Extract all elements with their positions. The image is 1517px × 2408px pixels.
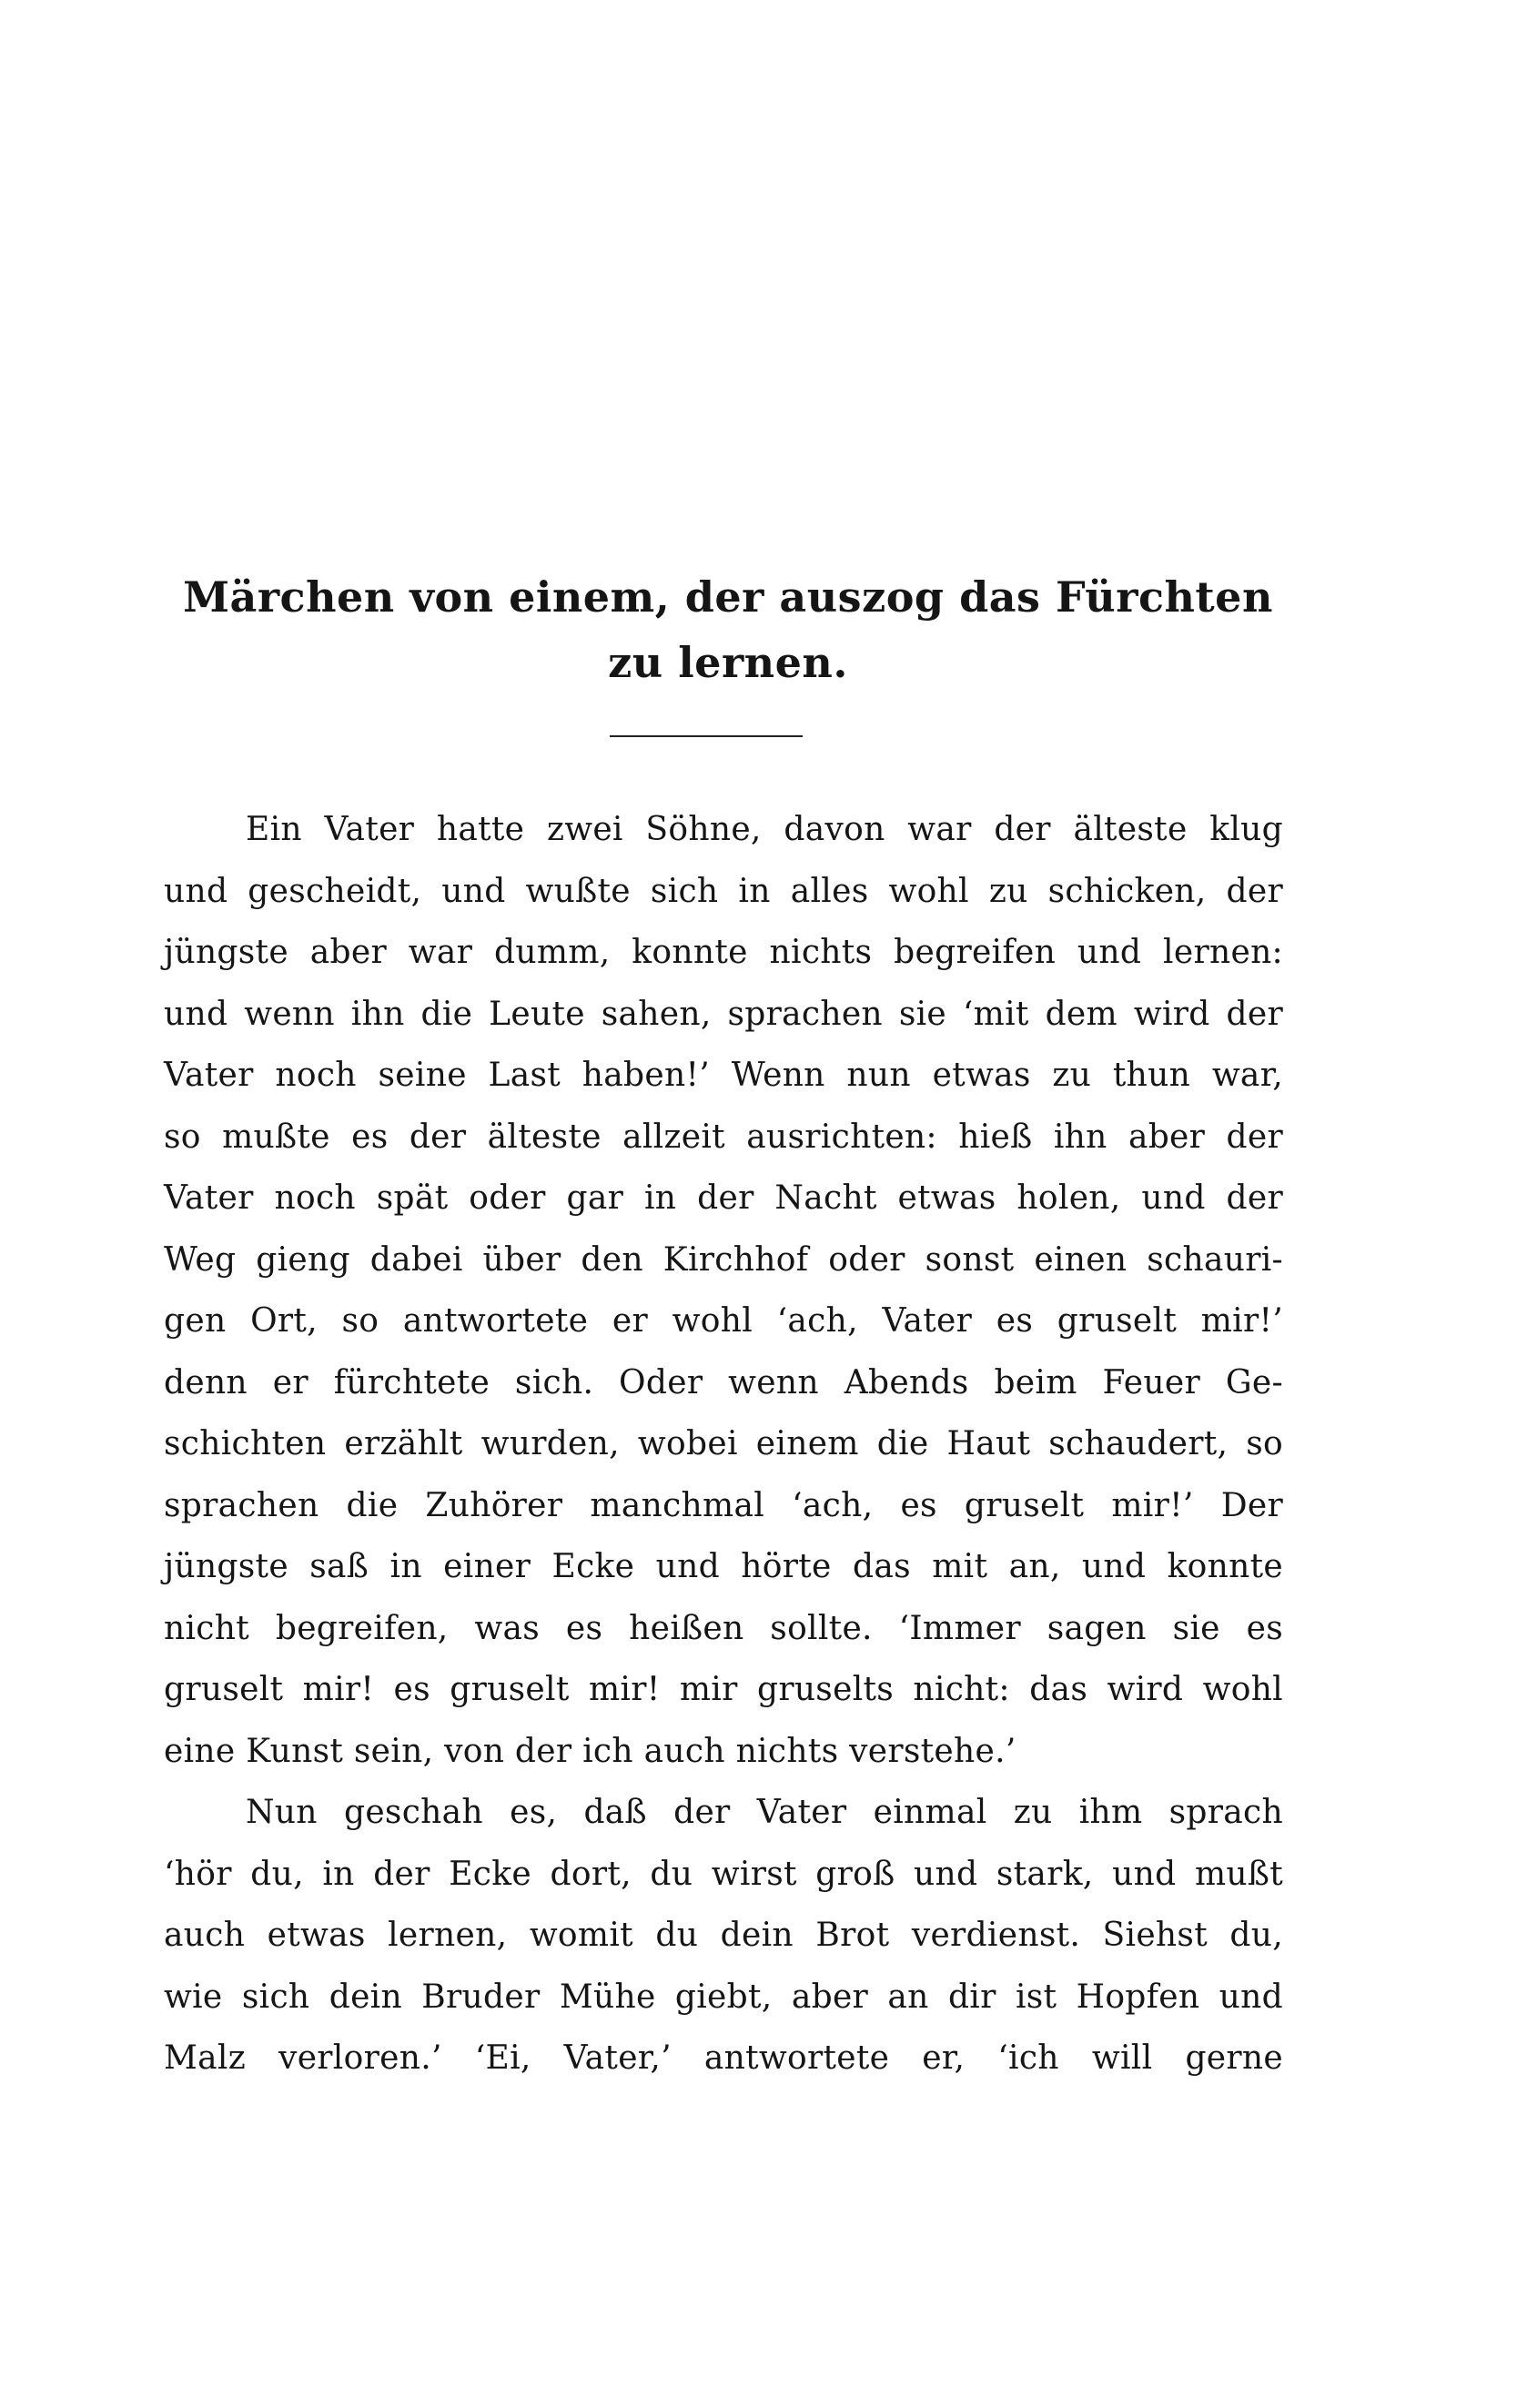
body-text (164, 799, 1283, 2089)
text-line: denn er fürchtete sich. Oder wenn Abends beim Feuer Ge- (164, 1363, 1283, 1401)
text-line: und wenn ihn die Leute sahen, sprachen sie ‘mit dem wird der (164, 995, 1283, 1033)
text-line: sprachen die Zuhörer manchmal ‘ach, es gruselt mir!’ Der (164, 1486, 1283, 1524)
text-line: und gescheidt, und wußte sich in alles wohl zu schicken, der (164, 872, 1283, 910)
page-title (137, 564, 1320, 695)
text-line: jüngste aber war dumm, konnte nichts begreifen und lernen: (164, 934, 1283, 971)
text-line: Malz verloren.’ ‘Ei, Vater,’ antwortete er, ‘ich will gerne (164, 2039, 1283, 2077)
text-line: auch etwas lernen, womit du dein Brot verdienst. Siehst du, (164, 1917, 1283, 1954)
text-line: wie sich dein Bruder Mühe giebt, aber an dir ist Hopfen und (164, 1978, 1283, 2016)
text-line: schichten erzählt wurden, wobei einem die Haut schaudert, so (164, 1425, 1283, 1462)
text-line: gruselt mir! es gruselt mir! mir gruselts nicht: das wird wohl (164, 1671, 1283, 1708)
text-line: Vater noch spät oder gar in der Nacht etwas holen, und der (164, 1179, 1283, 1217)
text-line: nicht begreifen, was es heißen sollte. ‘Immer sagen sie es (164, 1609, 1283, 1647)
text-line: so mußte es der älteste allzeit ausrichten: hieß ihn aber der (164, 1118, 1283, 1156)
text-line: eine Kunst sein, von der ich auch nichts verstehe.’ (164, 1732, 1016, 1770)
title-line-1: Märchen von einem, der auszog das Fürchten (183, 572, 1273, 622)
text-line: gen Ort, so antwortete er wohl ‘ach, Vater es gruselt mir!’ (164, 1302, 1283, 1340)
text-line: Ein Vater hatte zwei Söhne, davon war der älteste klug (246, 811, 1283, 848)
text-line: Vater noch seine Last haben!’ Wenn nun etwas zu thun war, (164, 1057, 1283, 1094)
paragraph-2 (164, 1782, 1283, 2089)
text-line: jüngste saß in einer Ecke und hörte das mit an, und konnte (164, 1548, 1283, 1585)
paragraph-1 (164, 799, 1283, 1782)
text-line: Nun geschah es, daß der Vater einmal zu ihm sprach (246, 1794, 1283, 1831)
text-line: ‘hör du, in der Ecke dort, du wirst groß und stark, und mußt (164, 1855, 1283, 1893)
title-divider (610, 735, 803, 737)
text-line: Weg gieng dabei über den Kirchhof oder sonst einen schauri- (164, 1240, 1283, 1279)
title-line-2: zu lernen. (608, 638, 848, 687)
